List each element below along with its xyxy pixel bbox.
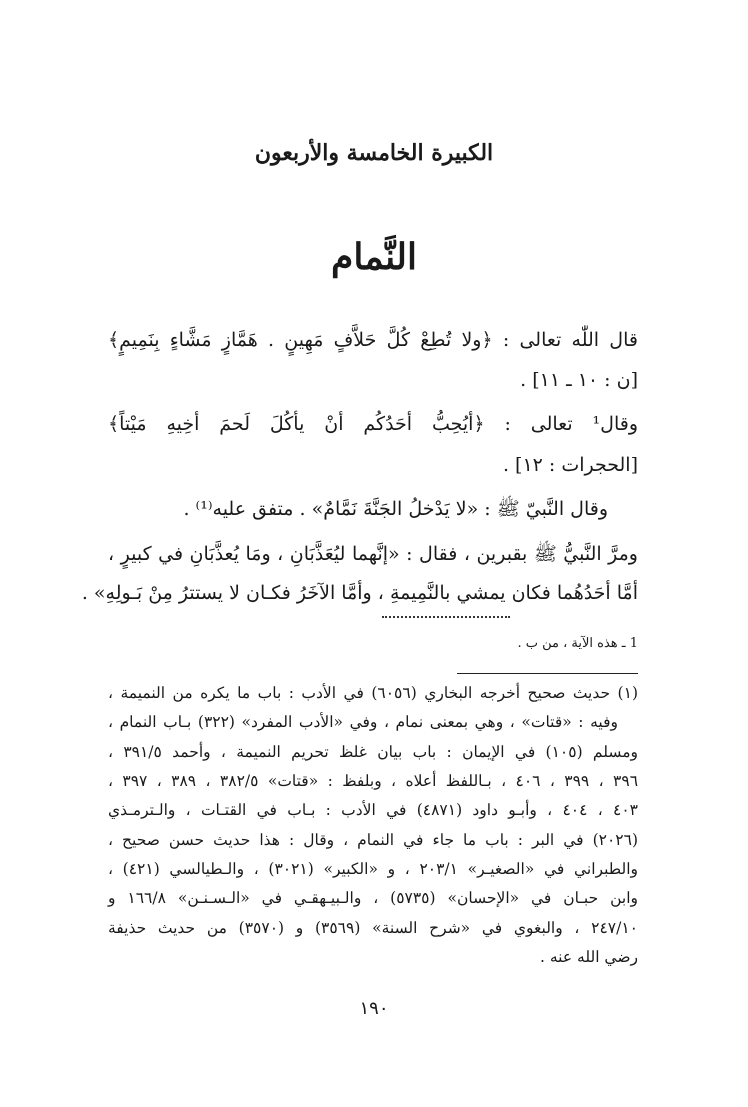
- footnote-rule: [457, 673, 638, 674]
- footnote-line: رضي الله عنه .: [540, 948, 638, 966]
- body-line: أمَّا أحَدُهُما فكان يمشي بالنَّمِيمةِ ، وأمَّا الآخَرُ فكـان لا يستترُ مِنْ بَـولِهِ» .: [81, 582, 638, 604]
- page-number: ١٩٠: [359, 998, 389, 1019]
- footnote-line: ومسلم (١٠٥) في الإيمان : باب بيان غلظ تحريم النميمة ، وأحمد ٣٩١/٥ ،: [108, 743, 638, 761]
- body-line: [ن : ١٠ ـ ١١] .: [520, 369, 638, 391]
- footnote-line: ٣٩٦ ، ٣٩٩ ، ٤٠٦ ، بـاللفظ أعلاه ، وبلفظ : «قتات» ٣٨٢/٥ ، ٣٨٩ ، ٣٩٧ ،: [108, 772, 639, 790]
- body-line: قال اللّٰه تعالى : ﴿ولا تُطِعْ كُلَّ حَلاَّفٍ مَهِينٍ . هَمَّازٍ مَشَّاءٍ بِنَمِيمٍ﴾: [108, 329, 638, 351]
- chapter-title: الكبيرة الخامسة والأربعون: [254, 140, 494, 166]
- body-line: وقال¹ تعالى : ﴿أيُحِبُّ أحَدُكُم أنْ يأكُلَ لَحمَ أخِيهِ مَيْتاً﴾: [108, 413, 638, 435]
- body-line: ومرَّ النَّبيُّ ﷺ بقبرين ، فقال : «إنَّهما ليُعَذَّبَانِ ، ومَا يُعذَّبَانِ في كبيرٍ ،: [108, 543, 638, 565]
- footnote-line: (١) حديث صحيح أخرجه البخاري (٦٠٥٦) في الأدب : باب ما يكره من النميمة ،: [108, 684, 638, 702]
- margin-note: 1 ـ هذه الآية ، من ب .: [517, 636, 638, 651]
- body-line: وقال النَّبيّ ﷺ : «لا يَدْخلُ الجَنَّةَ نَمَّامٌ» . متفق عليه⁽¹⁾ .: [183, 498, 608, 520]
- footnote-line: وابن حبـان في «الإحسان» (٥٧٣٥) ، والـبيـهقـي في «الـسـنـن» ١٦٦/٨ و: [108, 889, 638, 907]
- body-line: [الحجرات : ١٢] .: [502, 454, 638, 476]
- footnote-line: (٢٠٢٦) في البر : باب ما جاء في النمام ، وقال : هذا حديث حسن صحيح ،: [108, 831, 638, 849]
- footnote-line: والطبراني في «الصغيـر» ٢٠٣/١ ، و «الكبير» (٣٠٢١) ، والـطيالسي (٤٢١) ،: [108, 860, 638, 878]
- footnote-line: وفيه : «قتات» ، وهي بمعنى نمام ، وفي «الأدب المفرد» (٣٢٢) بـاب النمام ،: [108, 713, 618, 731]
- footnote-line: ٤٠٣ ، ٤٠٤ ، وأبـو داود (٤٨٧١) في الأدب : بـاب في القتـات ، والـترمـذي: [108, 801, 638, 819]
- separator-dots: [382, 616, 510, 618]
- section-title: النَّمام: [331, 236, 417, 278]
- footnote-line: ٢٤٧/١٠ ، والبغوي في «شرح السنة» (٣٥٦٩) و (٣٥٧٠) من حديث حذيفة: [108, 919, 638, 937]
